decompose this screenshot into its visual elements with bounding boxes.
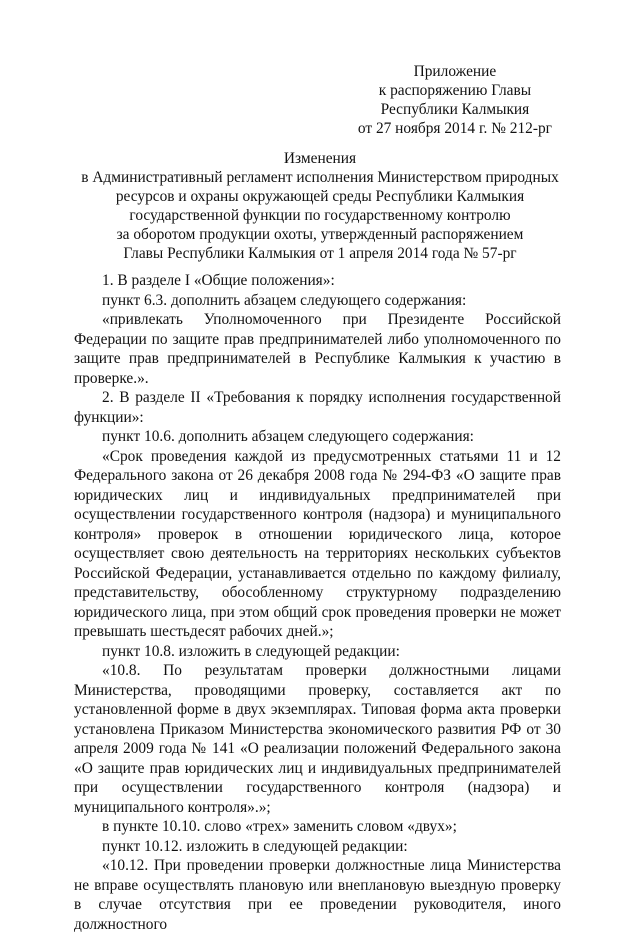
paragraph: пункт 10.12. изложить в следующей редакции: xyxy=(102,837,408,855)
title-line: за оборотом продукции охоты, утвержденный распоряжением xyxy=(116,226,524,243)
title-line: ресурсов и охраны окружающей среды Республики Калмыкия xyxy=(115,188,525,205)
appendix-header xyxy=(358,62,552,138)
title-line: Главы Республики Калмыкия от 1 апреля 2014 года № 57-рг xyxy=(123,245,517,262)
appendix-line: Республики Калмыкия xyxy=(380,101,530,118)
paragraph: в пункте 10.10. слово «трех» заменить словом «двух»; xyxy=(102,818,457,835)
title-line: государственной функции по государственному контролю xyxy=(129,207,511,224)
appendix-line: от 27 ноября 2014 г. № 212-рг xyxy=(357,120,552,137)
paragraph: 1. В разделе I «Общие положения»: xyxy=(102,272,335,289)
document-body xyxy=(74,271,561,934)
appendix-line: к распоряжению Главы xyxy=(378,82,532,99)
paragraph: пункт 10.6. дополнить абзацем следующего содержания: xyxy=(102,428,474,445)
paragraph: «Срок проведения каждой из предусмотренных статьями 11 и 12 Федерального закона от 26 декабря 2008 года № 294-ФЗ «О защите прав юридических лиц и индивидуальных предпринимателей при осуществлении государственного контроля (надзора) и муниципального контроля» проверок в отношении юридического лица, которое осуществляет свою деятельность на территориях нескольких субъектов Российской Федерации, устанавливается отдельно по каждому филиалу, представительству, обособленному структурному подразделению юридического лица, при этом общий срок проведения проверки не может превышать шестьдесят рабочих дней.»; xyxy=(74,447,561,640)
paragraph: 2. В разделе II «Требования к порядку исполнения государственной функции»: xyxy=(74,389,561,426)
document-title xyxy=(60,149,580,263)
paragraph: «привлекать Уполномоченного при Президенте Российской Федерации по защите прав предпринимателей либо уполномоченного по защите прав предпринимателей в Республике Калмыкия к участию в проверке.». xyxy=(74,311,561,387)
paragraph: «10.8. По результатам проверки должностными лицами Министерства, проводящими проверку, составляется акт по установленной форме в двух экземплярах. Типовая форма акта проверки установлена Приказом Министерства экономического развития РФ от 30 апреля 2009 года № 141 «О реализации положений Федерального закона «О защите прав юридических лиц и индивидуальных предпринимателей при осуществлении государственного контроля (надзора) и муниципального контроля».»; xyxy=(74,662,561,816)
title-line: в Административный регламент исполнения Министерством природных xyxy=(81,169,559,186)
title-line: Изменения xyxy=(283,150,357,167)
paragraph: «10.12. При проведении проверки должностные лица Министерства не вправе осуществлять плановую или внеплановую выездную проверку в случае отсутствия при ее проведении руководителя, иного должностного xyxy=(74,857,561,933)
appendix-line: Приложение xyxy=(413,63,497,80)
paragraph: пункт 10.8. изложить в следующей редакции: xyxy=(102,642,400,660)
paragraph: пункт 6.3. дополнить абзацем следующего содержания: xyxy=(102,291,467,309)
